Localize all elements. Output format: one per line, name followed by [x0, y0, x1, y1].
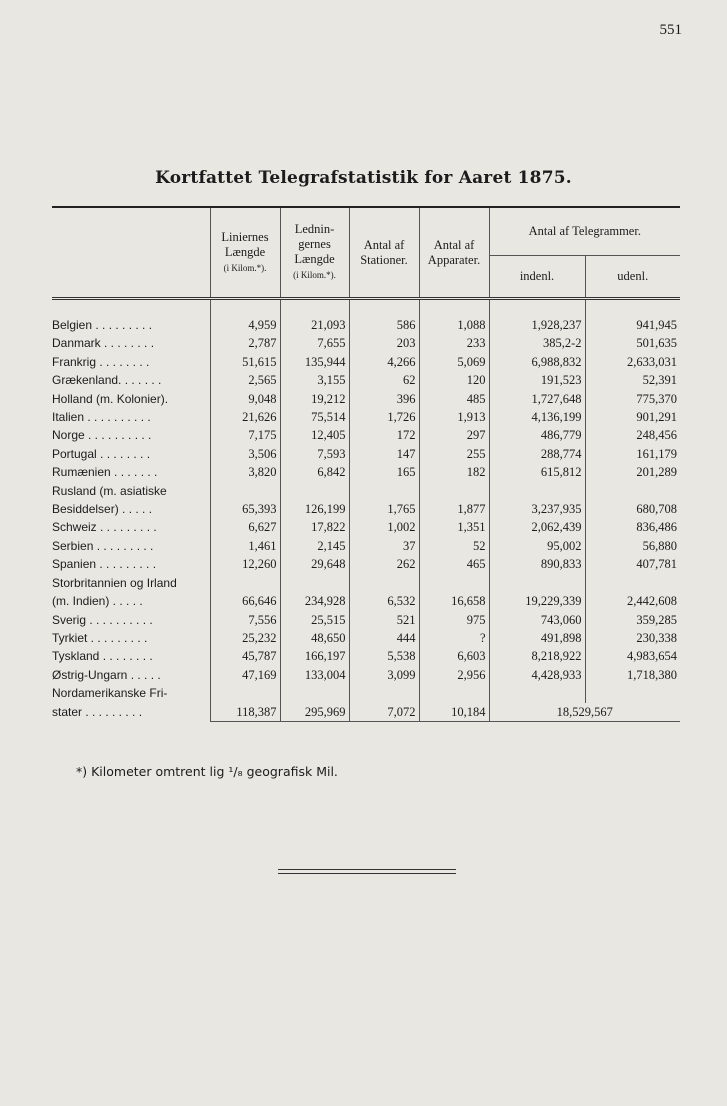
country-cell: Østrig-Ungarn . . . . . — [52, 667, 161, 682]
line-length-cell: 25,232 — [210, 629, 280, 647]
wire-length-cell — [280, 482, 349, 500]
country-cell: Besiddelser) . . . . . — [52, 502, 153, 517]
table-row — [52, 666, 680, 684]
line-length-cell: 1,461 — [210, 537, 280, 555]
country-cell: (m. Indien) . . . . . — [52, 594, 143, 609]
stations-cell: 5,538 — [349, 647, 419, 665]
stations-cell: 37 — [349, 537, 419, 555]
country-cell: Sverig . . . . . . . . . . — [52, 612, 153, 627]
country-cell: Grækenland. . . . . . . — [52, 373, 162, 388]
wire-length-cell: 234,928 — [280, 592, 349, 610]
apparatus-cell: 16,658 — [419, 592, 489, 610]
stations-cell: 172 — [349, 426, 419, 444]
line-length-cell: 3,820 — [210, 463, 280, 481]
wire-length-cell: 6,842 — [280, 463, 349, 481]
line-length-cell: 4,959 — [210, 316, 280, 334]
table-row — [52, 408, 680, 426]
wire-length-cell: 19,212 — [280, 390, 349, 408]
stations-cell: 586 — [349, 316, 419, 334]
domestic-telegrams-cell: 191,523 — [489, 371, 585, 389]
table-row — [52, 371, 680, 389]
domestic-telegrams-cell: 19,229,339 — [489, 592, 585, 610]
foreign-telegrams-cell: 2,442,608 — [585, 592, 680, 610]
wire-length-cell: 21,093 — [280, 316, 349, 334]
line-length-cell: 66,646 — [210, 592, 280, 610]
stations-header: Antal af Stationer. — [349, 207, 419, 299]
wire-length-cell: 25,515 — [280, 611, 349, 629]
country-cell: Serbien . . . . . . . . . — [52, 538, 154, 553]
stations-cell: 1,002 — [349, 518, 419, 536]
stations-cell: 3,099 — [349, 666, 419, 684]
foreign-telegrams-cell: 201,289 — [585, 463, 680, 481]
table-row — [52, 463, 680, 481]
wire-length-header: Lednin- gernes Længde (i Kilom.*). — [280, 207, 349, 299]
apparatus-cell: 120 — [419, 371, 489, 389]
stations-cell: 521 — [349, 611, 419, 629]
apparatus-cell — [419, 574, 489, 592]
wire-length-cell: 133,004 — [280, 666, 349, 684]
domestic-telegrams-cell: 385,2-2 — [489, 334, 585, 352]
apparatus-cell: ? — [419, 629, 489, 647]
table-row — [52, 684, 680, 702]
domestic-telegrams-cell: 486,779 — [489, 426, 585, 444]
wire-length-cell: 29,648 — [280, 555, 349, 573]
wire-length-cell: 135,944 — [280, 353, 349, 371]
stations-cell: 7,072 — [349, 703, 419, 722]
country-cell: Storbritannien og Irland — [52, 575, 177, 590]
apparatus-cell: 5,069 — [419, 353, 489, 371]
country-cell: Portugal . . . . . . . . — [52, 446, 151, 461]
domestic-telegrams-cell: 6,988,832 — [489, 353, 585, 371]
table-row — [52, 390, 680, 408]
line-length-cell — [210, 684, 280, 702]
foreign-telegrams-cell: 56,880 — [585, 537, 680, 555]
stations-cell — [349, 684, 419, 702]
apparatus-cell: 52 — [419, 537, 489, 555]
wire-length-cell: 7,593 — [280, 445, 349, 463]
stations-cell — [349, 482, 419, 500]
foreign-telegrams-cell — [585, 574, 680, 592]
domestic-telegrams-cell: 890,833 — [489, 555, 585, 573]
wire-length-cell: 2,145 — [280, 537, 349, 555]
table-row — [52, 353, 680, 371]
domestic-telegrams-cell: 743,060 — [489, 611, 585, 629]
foreign-telegrams-cell: 359,285 — [585, 611, 680, 629]
foreign-telegrams-cell: 4,983,654 — [585, 647, 680, 665]
domestic-header: indenl. — [489, 256, 585, 299]
domestic-telegrams-cell: 3,237,935 — [489, 500, 585, 518]
apparatus-cell: 297 — [419, 426, 489, 444]
apparatus-header: Antal af Apparater. — [419, 207, 489, 299]
stations-cell: 1,765 — [349, 500, 419, 518]
wire-length-cell — [280, 574, 349, 592]
line-length-cell: 2,565 — [210, 371, 280, 389]
table-row — [52, 592, 680, 610]
stations-cell — [349, 574, 419, 592]
line-length-cell: 12,260 — [210, 555, 280, 573]
stations-cell: 165 — [349, 463, 419, 481]
line-length-cell: 47,169 — [210, 666, 280, 684]
table-row — [52, 316, 680, 334]
foreign-telegrams-cell — [585, 482, 680, 500]
table-row — [52, 500, 680, 518]
domestic-telegrams-cell: 4,136,199 — [489, 408, 585, 426]
table-row — [52, 445, 680, 463]
country-cell: Tyrkiet . . . . . . . . . — [52, 630, 148, 645]
domestic-telegrams-cell: 95,002 — [489, 537, 585, 555]
foreign-telegrams-cell: 680,708 — [585, 500, 680, 518]
foreign-telegrams-cell: 775,370 — [585, 390, 680, 408]
table-row — [52, 629, 680, 647]
telegrams-total-cell: 18,529,567 — [489, 703, 680, 722]
wire-length-cell: 295,969 — [280, 703, 349, 722]
line-length-cell: 65,393 — [210, 500, 280, 518]
table-row — [52, 482, 680, 500]
domestic-telegrams-cell — [489, 482, 585, 500]
line-length-cell: 7,175 — [210, 426, 280, 444]
domestic-telegrams-cell: 1,727,648 — [489, 390, 585, 408]
country-cell: Belgien . . . . . . . . . — [52, 318, 153, 332]
foreign-telegrams-cell: 2,633,031 — [585, 353, 680, 371]
foreign-telegrams-cell: 501,635 — [585, 334, 680, 352]
line-length-cell — [210, 482, 280, 500]
page-title: Kortfattet Telegrafstatistik for Aaret 1875. — [155, 168, 572, 188]
stations-cell: 444 — [349, 629, 419, 647]
domestic-telegrams-cell: 1,928,237 — [489, 316, 585, 334]
apparatus-cell: 6,603 — [419, 647, 489, 665]
line-length-header: Liniernes Længde (i Kilom.*). — [210, 207, 280, 299]
table-row — [52, 518, 680, 536]
apparatus-cell: 255 — [419, 445, 489, 463]
country-cell: Norge . . . . . . . . . . — [52, 428, 152, 443]
country-cell: Danmark . . . . . . . . — [52, 336, 155, 351]
foreign-header: udenl. — [585, 256, 680, 299]
foreign-telegrams-cell — [585, 684, 680, 702]
table-row — [52, 611, 680, 629]
foreign-telegrams-cell: 161,179 — [585, 445, 680, 463]
apparatus-cell: 1,877 — [419, 500, 489, 518]
wire-length-cell: 48,650 — [280, 629, 349, 647]
line-length-cell: 6,627 — [210, 518, 280, 536]
domestic-telegrams-cell — [489, 574, 585, 592]
wire-length-cell: 166,197 — [280, 647, 349, 665]
line-length-cell: 2,787 — [210, 334, 280, 352]
stations-cell: 147 — [349, 445, 419, 463]
divider — [278, 873, 456, 874]
line-length-cell: 118,387 — [210, 703, 280, 722]
apparatus-cell: 975 — [419, 611, 489, 629]
line-length-cell: 45,787 — [210, 647, 280, 665]
stations-cell: 6,532 — [349, 592, 419, 610]
country-cell: Spanien . . . . . . . . . — [52, 557, 157, 572]
stations-cell: 4,266 — [349, 353, 419, 371]
country-cell: Schweiz . . . . . . . . . — [52, 520, 157, 535]
domestic-telegrams-cell — [489, 684, 585, 702]
line-length-cell — [210, 574, 280, 592]
domestic-telegrams-cell: 491,898 — [489, 629, 585, 647]
domestic-telegrams-cell: 8,218,922 — [489, 647, 585, 665]
line-length-cell: 9,048 — [210, 390, 280, 408]
wire-length-cell: 7,655 — [280, 334, 349, 352]
telegraph-statistics-table — [52, 206, 680, 722]
wire-length-cell: 75,514 — [280, 408, 349, 426]
country-cell: stater . . . . . . . . . — [52, 704, 143, 719]
wire-length-cell: 3,155 — [280, 371, 349, 389]
stations-cell: 396 — [349, 390, 419, 408]
foreign-telegrams-cell: 52,391 — [585, 371, 680, 389]
apparatus-cell: 485 — [419, 390, 489, 408]
apparatus-cell — [419, 482, 489, 500]
foreign-telegrams-cell: 230,338 — [585, 629, 680, 647]
apparatus-cell: 465 — [419, 555, 489, 573]
apparatus-cell: 233 — [419, 334, 489, 352]
table-row — [52, 426, 680, 444]
table-row — [52, 647, 680, 665]
line-length-cell: 21,626 — [210, 408, 280, 426]
apparatus-cell: 2,956 — [419, 666, 489, 684]
country-cell: Rusland (m. asiatiske — [52, 483, 167, 498]
wire-length-cell: 126,199 — [280, 500, 349, 518]
domestic-telegrams-cell: 4,428,933 — [489, 666, 585, 684]
apparatus-cell: 1,913 — [419, 408, 489, 426]
apparatus-cell: 182 — [419, 463, 489, 481]
wire-length-cell: 17,822 — [280, 518, 349, 536]
foreign-telegrams-cell: 248,456 — [585, 426, 680, 444]
line-length-cell: 3,506 — [210, 445, 280, 463]
apparatus-cell: 1,351 — [419, 518, 489, 536]
table-row — [52, 574, 680, 592]
stations-cell: 262 — [349, 555, 419, 573]
line-length-cell: 7,556 — [210, 611, 280, 629]
footnote: *) Kilometer omtrent lig ¹/₈ geografisk Mil. — [76, 764, 338, 779]
apparatus-cell: 1,088 — [419, 316, 489, 334]
divider — [278, 869, 456, 870]
stations-cell: 1,726 — [349, 408, 419, 426]
line-length-cell: 51,615 — [210, 353, 280, 371]
apparatus-cell: 10,184 — [419, 703, 489, 722]
foreign-telegrams-cell: 941,945 — [585, 316, 680, 334]
stations-cell: 62 — [349, 371, 419, 389]
country-cell: Holland (m. Kolonier). — [52, 391, 169, 406]
wire-length-cell — [280, 684, 349, 702]
table-row — [52, 334, 680, 352]
country-cell: Frankrig . . . . . . . . — [52, 354, 150, 369]
country-cell: Nordamerikanske Fri- — [52, 686, 168, 701]
domestic-telegrams-cell: 615,812 — [489, 463, 585, 481]
table-row — [52, 703, 680, 722]
country-cell: Italien . . . . . . . . . . — [52, 410, 151, 425]
telegrams-header: Antal af Telegrammer. — [489, 207, 680, 256]
foreign-telegrams-cell: 901,291 — [585, 408, 680, 426]
apparatus-cell — [419, 684, 489, 702]
country-header — [52, 207, 210, 299]
table-row — [52, 555, 680, 573]
foreign-telegrams-cell: 1,718,380 — [585, 666, 680, 684]
foreign-telegrams-cell: 836,486 — [585, 518, 680, 536]
domestic-telegrams-cell: 2,062,439 — [489, 518, 585, 536]
page-number: 551 — [659, 22, 682, 38]
country-cell: Tyskland . . . . . . . . — [52, 649, 153, 664]
wire-length-cell: 12,405 — [280, 426, 349, 444]
country-cell: Rumænien . . . . . . . — [52, 465, 158, 480]
stations-cell: 203 — [349, 334, 419, 352]
domestic-telegrams-cell: 288,774 — [489, 445, 585, 463]
table-row — [52, 537, 680, 555]
foreign-telegrams-cell: 407,781 — [585, 555, 680, 573]
